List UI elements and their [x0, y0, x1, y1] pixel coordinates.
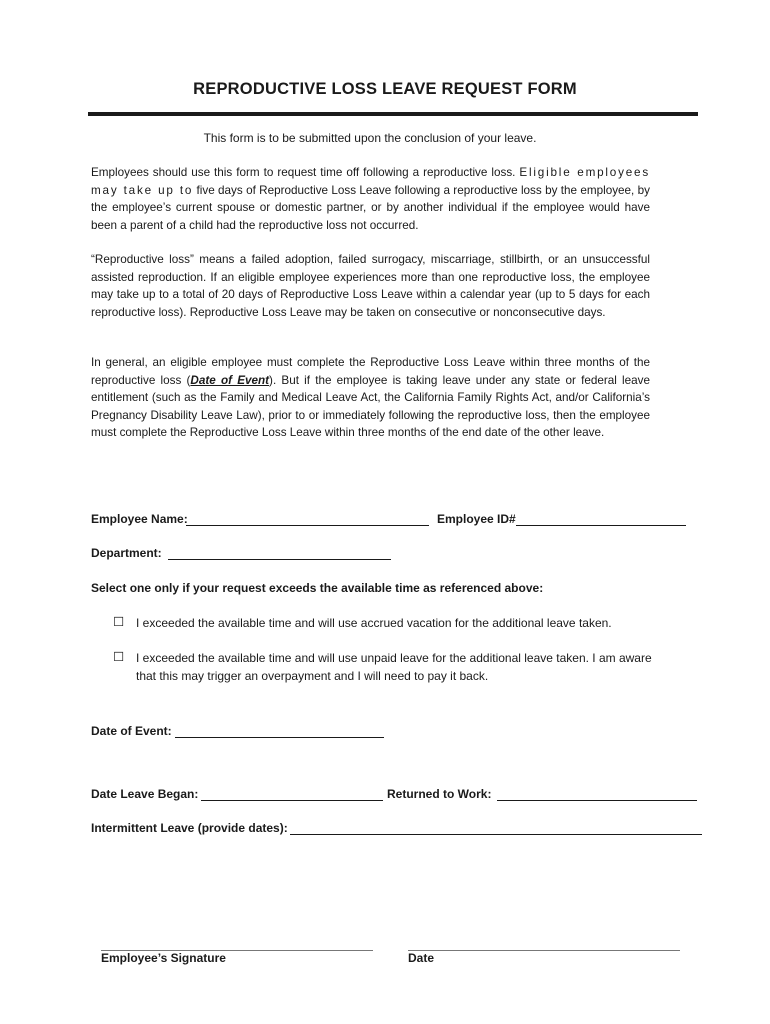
employee-name-label: Employee Name:	[91, 512, 188, 526]
date-of-event-label: Date of Event:	[91, 724, 172, 738]
option1-label: I exceeded the available time and will use accrued vacation for the additional leave taken.	[136, 616, 612, 630]
employee-id-field[interactable]	[516, 525, 686, 526]
employee-name-field[interactable]	[186, 525, 429, 526]
title-divider	[88, 112, 698, 116]
intro-text-c: five days of Reproductive Loss Leave following a reproductive loss by the employee, by the employee’s current spouse or domestic partner, or by another individual if the employee would have been a parent of a child had the reproductive loss not occurred.	[91, 183, 651, 232]
signature-date-field[interactable]	[408, 950, 680, 951]
intro-paragraph	[91, 164, 650, 234]
timing-text-b: ). But if the employee is taking leave under any state or federal leave entitlement (such as the Family and Medical Leave Act, the California Family Rights Act, and/or California’s Pregnancy Disability Leave Law), prior to or immediately following the reproductive loss, then the employee must complete the Reproductive Loss Leave within three months of the end date of the other leave.	[91, 373, 650, 440]
option2-checkbox[interactable]: ☐	[113, 650, 125, 664]
department-label: Department:	[91, 546, 162, 560]
department-field[interactable]	[168, 559, 391, 560]
returned-to-work-field[interactable]	[497, 800, 697, 801]
employee-id-label: Employee ID#	[437, 512, 516, 526]
select-instruction: Select one only if your request exceeds the available time as referenced above:	[91, 581, 544, 595]
definition-paragraph: “Reproductive loss” means a failed adoption, failed surrogacy, miscarriage, stillbirth, or an unsuccessful assisted reproduction. If an eligible employee experiences more than one reproductive loss, the employee may take up to a total of 20 days of Reproductive Loss Leave within a calendar year (up to 5 days for each reproductive loss). Reproductive Loss Leave may be taken on consecutive or nonconsecutive days.	[91, 253, 650, 319]
date-leave-began-label: Date Leave Began:	[91, 787, 199, 801]
date-of-event-field[interactable]	[175, 737, 384, 738]
intro-text-a: Employees should use this form to request time off following a reproductive loss.	[91, 166, 520, 179]
option1-checkbox[interactable]: ☐	[113, 615, 125, 629]
timing-paragraph	[91, 354, 650, 442]
date-leave-began-field[interactable]	[201, 800, 383, 801]
form-subtitle: This form is to be submitted upon the conclusion of your leave.	[203, 131, 537, 145]
date-of-event-emphasis: Date of Event	[190, 373, 270, 387]
option2-label: I exceeded the available time and will use unpaid leave for the additional leave taken. I am aware that this may trigger an overpayment and I will need to pay it back.	[136, 651, 652, 683]
form-title: REPRODUCTIVE LOSS LEAVE REQUEST FORM	[193, 80, 577, 98]
returned-to-work-label: Returned to Work:	[387, 787, 492, 801]
signature-date-label: Date	[408, 951, 435, 965]
intermittent-leave-label: Intermittent Leave (provide dates):	[91, 821, 288, 835]
employee-signature-label: Employee’s Signature	[101, 951, 226, 965]
intermittent-leave-field[interactable]	[290, 834, 702, 835]
intro-text-b: Eligible employees may take up to	[91, 166, 650, 197]
timing-text-a: In general, an eligible employee must complete the Reproductive Loss Leave within three months of the reproductive loss (	[91, 356, 650, 387]
